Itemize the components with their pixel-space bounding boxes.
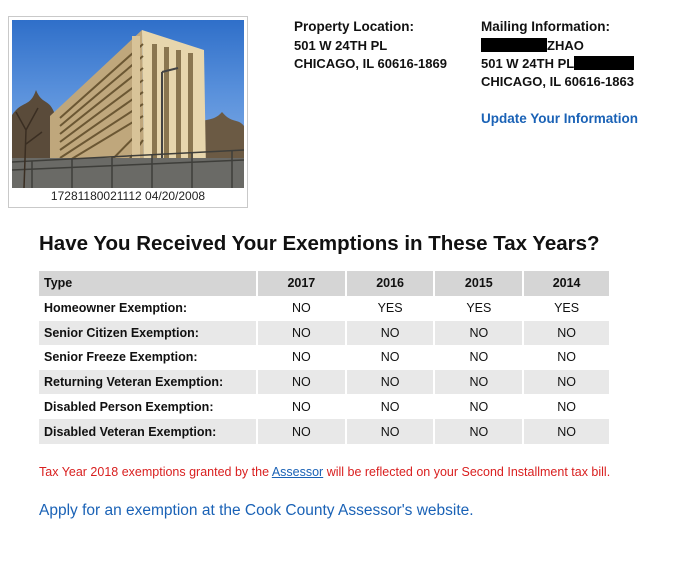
- exemption-status: NO: [523, 370, 609, 395]
- exemptions-table: [39, 271, 609, 444]
- exemption-status: NO: [257, 370, 346, 395]
- update-information-link[interactable]: Update Your Information: [481, 111, 639, 126]
- exemption-type: Senior Citizen Exemption:: [39, 321, 257, 346]
- table-row: [39, 394, 609, 419]
- exemption-status: NO: [434, 345, 523, 370]
- exemption-type: Senior Freeze Exemption:: [39, 345, 257, 370]
- mailing-name: [481, 37, 634, 55]
- column-header-year: 2016: [346, 271, 435, 296]
- exemption-type: Homeowner Exemption:: [39, 296, 257, 321]
- apply-exemption-link[interactable]: Apply for an exemption at the Cook County Assessor's website.: [39, 502, 474, 519]
- property-city-state-zip: CHICAGO, IL 60616-1869: [294, 56, 447, 71]
- exemption-status: YES: [554, 301, 580, 316]
- mailing-city-state-zip: CHICAGO, IL 60616-1863: [481, 74, 634, 89]
- mailing-street-text: 501 W 24TH PL: [481, 56, 575, 71]
- column-header-type: Type: [39, 271, 257, 296]
- exemption-status: NO: [434, 321, 523, 346]
- column-header-year: 2014: [523, 271, 609, 296]
- exemption-status: NO: [557, 399, 576, 414]
- exemption-status: NO: [257, 296, 346, 321]
- table-row: [39, 419, 609, 444]
- exemption-type: Disabled Veteran Exemption:: [39, 419, 257, 444]
- exemption-status: YES: [346, 296, 435, 321]
- exemption-status: NO: [557, 350, 576, 365]
- note-text-before: Tax Year 2018 exemptions granted by the: [39, 465, 272, 479]
- note-text-after: will be reflected on your Second Installment tax bill.: [323, 465, 611, 479]
- photo-caption: 17281180021112 04/20/2008: [50, 189, 206, 203]
- exemption-status: NO: [434, 419, 523, 444]
- mailing-information-label: Mailing Information:: [481, 19, 610, 34]
- property-photo: [12, 20, 244, 188]
- exemption-status: NO: [346, 321, 435, 346]
- table-row: [39, 345, 609, 370]
- exemption-status: NO: [257, 321, 346, 346]
- table-row: [39, 296, 609, 321]
- table-header-row: [39, 271, 609, 296]
- mailing-street: [481, 55, 634, 73]
- exemption-status: NO: [257, 419, 346, 444]
- exemptions-heading: Have You Received Your Exemptions in These Tax Years?: [39, 232, 600, 255]
- table-row: [39, 321, 609, 346]
- property-photo-card: [8, 16, 248, 208]
- exemption-status: NO: [346, 345, 435, 370]
- property-location: [294, 18, 447, 73]
- exemption-status: NO: [257, 345, 346, 370]
- redaction-bar: [481, 38, 547, 52]
- exemption-status: NO: [434, 370, 523, 395]
- exemption-status: YES: [434, 296, 523, 321]
- exemption-status: NO: [346, 394, 435, 419]
- exemption-status: NO: [346, 370, 435, 395]
- column-header-year: 2017: [257, 271, 346, 296]
- mailing-name-visible: ZHAO: [547, 38, 584, 53]
- exemption-status: NO: [257, 394, 346, 419]
- exemption-status: NO: [523, 321, 609, 346]
- exemption-status: NO: [346, 419, 435, 444]
- exemption-type: Disabled Person Exemption:: [39, 394, 257, 419]
- table-row: [39, 370, 609, 395]
- exemption-status: NO: [434, 394, 523, 419]
- exemption-type: Returning Veteran Exemption:: [39, 370, 257, 395]
- property-location-label: Property Location:: [294, 19, 415, 34]
- tax-year-note: [39, 465, 610, 479]
- mailing-information: [481, 18, 634, 91]
- assessor-link[interactable]: Assessor: [271, 465, 324, 479]
- exemption-status: NO: [523, 419, 609, 444]
- property-street: 501 W 24TH PL: [294, 38, 388, 53]
- redaction-bar: [574, 56, 634, 70]
- column-header-year: 2015: [434, 271, 523, 296]
